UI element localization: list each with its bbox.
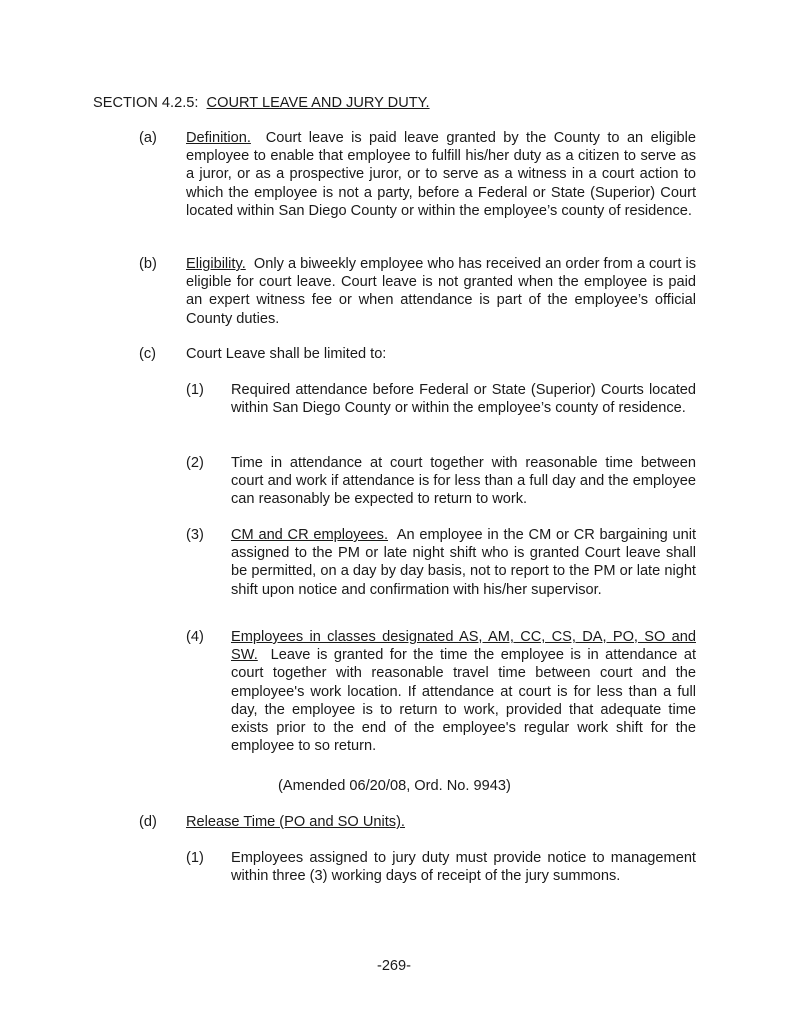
paragraph-text: Court leave is paid leave granted by the County to an eligible employee to enable that employee to fulfill his/her duty as a citizen to serve as a juror, or as a prospective juror, or to serve as a witness in a court action to which the employee is not a party, before a Federal or State (Superior) Court located within San Diego County or within the employee’s county of residence.	[186, 130, 697, 219]
paragraph-label: (d)	[139, 814, 157, 830]
paragraph-label: (b)	[139, 256, 157, 272]
item-text: An employee in the CM or CR bargaining unit assigned to the PM or late night shift who is granted Court leave shall be permitted, on a day by day basis, not to report to the PM or late night shift upon notice and confirmation with his/her supervisor.	[231, 527, 697, 598]
paragraph-heading: Eligibility.	[186, 256, 246, 272]
item-text: Required attendance before Federal or State (Superior) Courts located within San Diego County or within the employee’s county of residence.	[231, 382, 696, 417]
item-heading: CM and CR employees.	[231, 527, 389, 543]
item-label: (4)	[186, 629, 204, 645]
item-label: (3)	[186, 527, 204, 543]
item-text: Employees assigned to jury duty must provide notice to management within three (3) working days of receipt of the jury summons.	[231, 850, 696, 885]
page-number: -269-	[376, 958, 412, 974]
amendment-note: (Amended 06/20/08, Ord. No. 9943)	[278, 778, 511, 794]
item-label: (2)	[186, 455, 204, 471]
item-heading: Employees in classes designated AS, AM, CC, CS, DA, PO, SO and SW.	[231, 629, 696, 664]
paragraph-label: (a)	[139, 130, 157, 146]
paragraph-text: Only a biweekly employee who has received an order from a court is eligible for court leave. Court leave is not granted when the employee is paid an expert witness fee or when attendance is part of the employee’s official County duties.	[186, 256, 697, 327]
paragraph-heading: Definition.	[186, 130, 251, 146]
section-title: COURT LEAVE AND JURY DUTY.	[206, 95, 430, 111]
paragraph-text: Court Leave shall be limited to:	[186, 346, 387, 362]
item-text: Time in attendance at court together with reasonable time between court and work if attendance is for less than a full day and the employee can reasonably be expected to return to work.	[231, 455, 696, 508]
item-text: Leave is granted for the time the employee is in attendance at court together with reasonable travel time between court and the employee's work location. If attendance at court is for less than a full day, the employee is to return to work, provided that adequate time exists prior to the end of the employee's regular work shift for the employee to so return.	[231, 647, 697, 755]
item-label: (1)	[186, 382, 204, 398]
paragraph-heading: Release Time (PO and SO Units).	[186, 814, 405, 830]
section-number: SECTION 4.2.5:	[93, 95, 199, 111]
section-heading	[93, 94, 430, 112]
item-label: (1)	[186, 850, 204, 866]
paragraph-label: (c)	[139, 346, 157, 362]
